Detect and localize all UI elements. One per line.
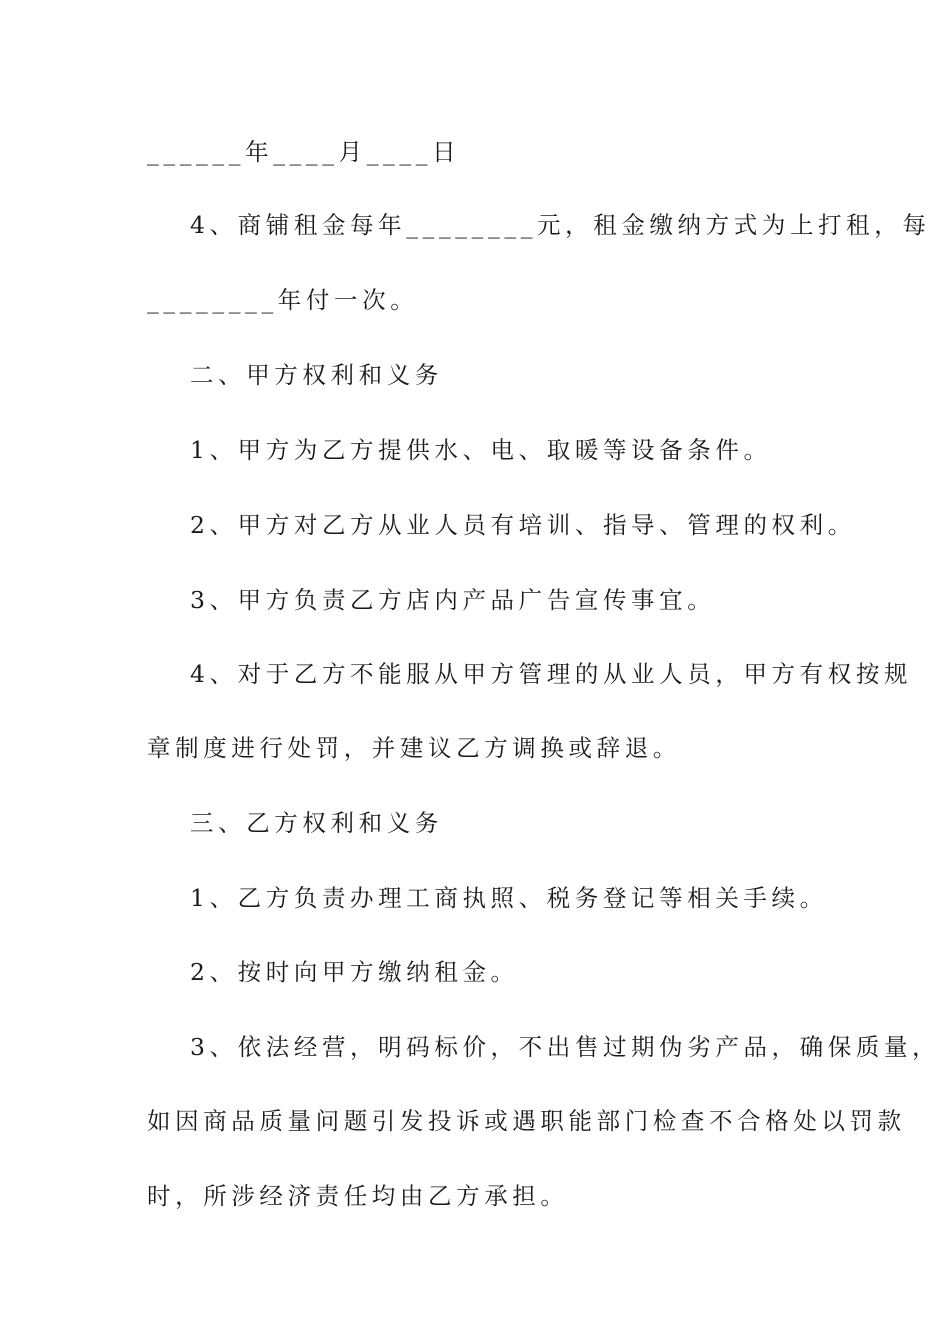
party-a-item-3: 3、甲方负责乙方店内产品广告宣传事宜。: [190, 586, 716, 614]
date-line: ______年____月____日: [147, 138, 461, 166]
party-a-item-2: 2、甲方对乙方从业人员有培训、指导、管理的权利。: [190, 511, 856, 539]
party-a-item-1: 1、甲方为乙方提供水、电、取暖等设备条件。: [190, 436, 772, 464]
rent-clause-line-2: ________年付一次。: [147, 286, 419, 314]
party-b-item-2: 2、按时向甲方缴纳租金。: [190, 958, 519, 986]
section-heading-party-a: 二、甲方权利和义务: [190, 361, 443, 389]
party-b-item-3-line-1: 3、依法经营，明码标价，不出售过期伪劣产品，确保质量，: [190, 1033, 941, 1061]
party-a-item-4-line-1: 4、对于乙方不能服从甲方管理的从业人员，甲方有权按规: [190, 660, 913, 688]
party-b-item-1: 1、乙方负责办理工商执照、税务登记等相关手续。: [190, 884, 828, 912]
party-b-item-3-line-2: 如因商品质量问题引发投诉或遇职能部门检查不合格处以罚款: [147, 1107, 906, 1135]
party-b-item-3-line-3: 时，所涉经济责任均由乙方承担。: [147, 1182, 569, 1210]
party-a-item-4-line-2: 章制度进行处罚，并建议乙方调换或辞退。: [147, 734, 681, 762]
rent-clause-line-1: 4、商铺租金每年________元，租金缴纳方式为上打租，每: [190, 211, 931, 239]
section-heading-party-b: 三、乙方权利和义务: [190, 809, 443, 837]
